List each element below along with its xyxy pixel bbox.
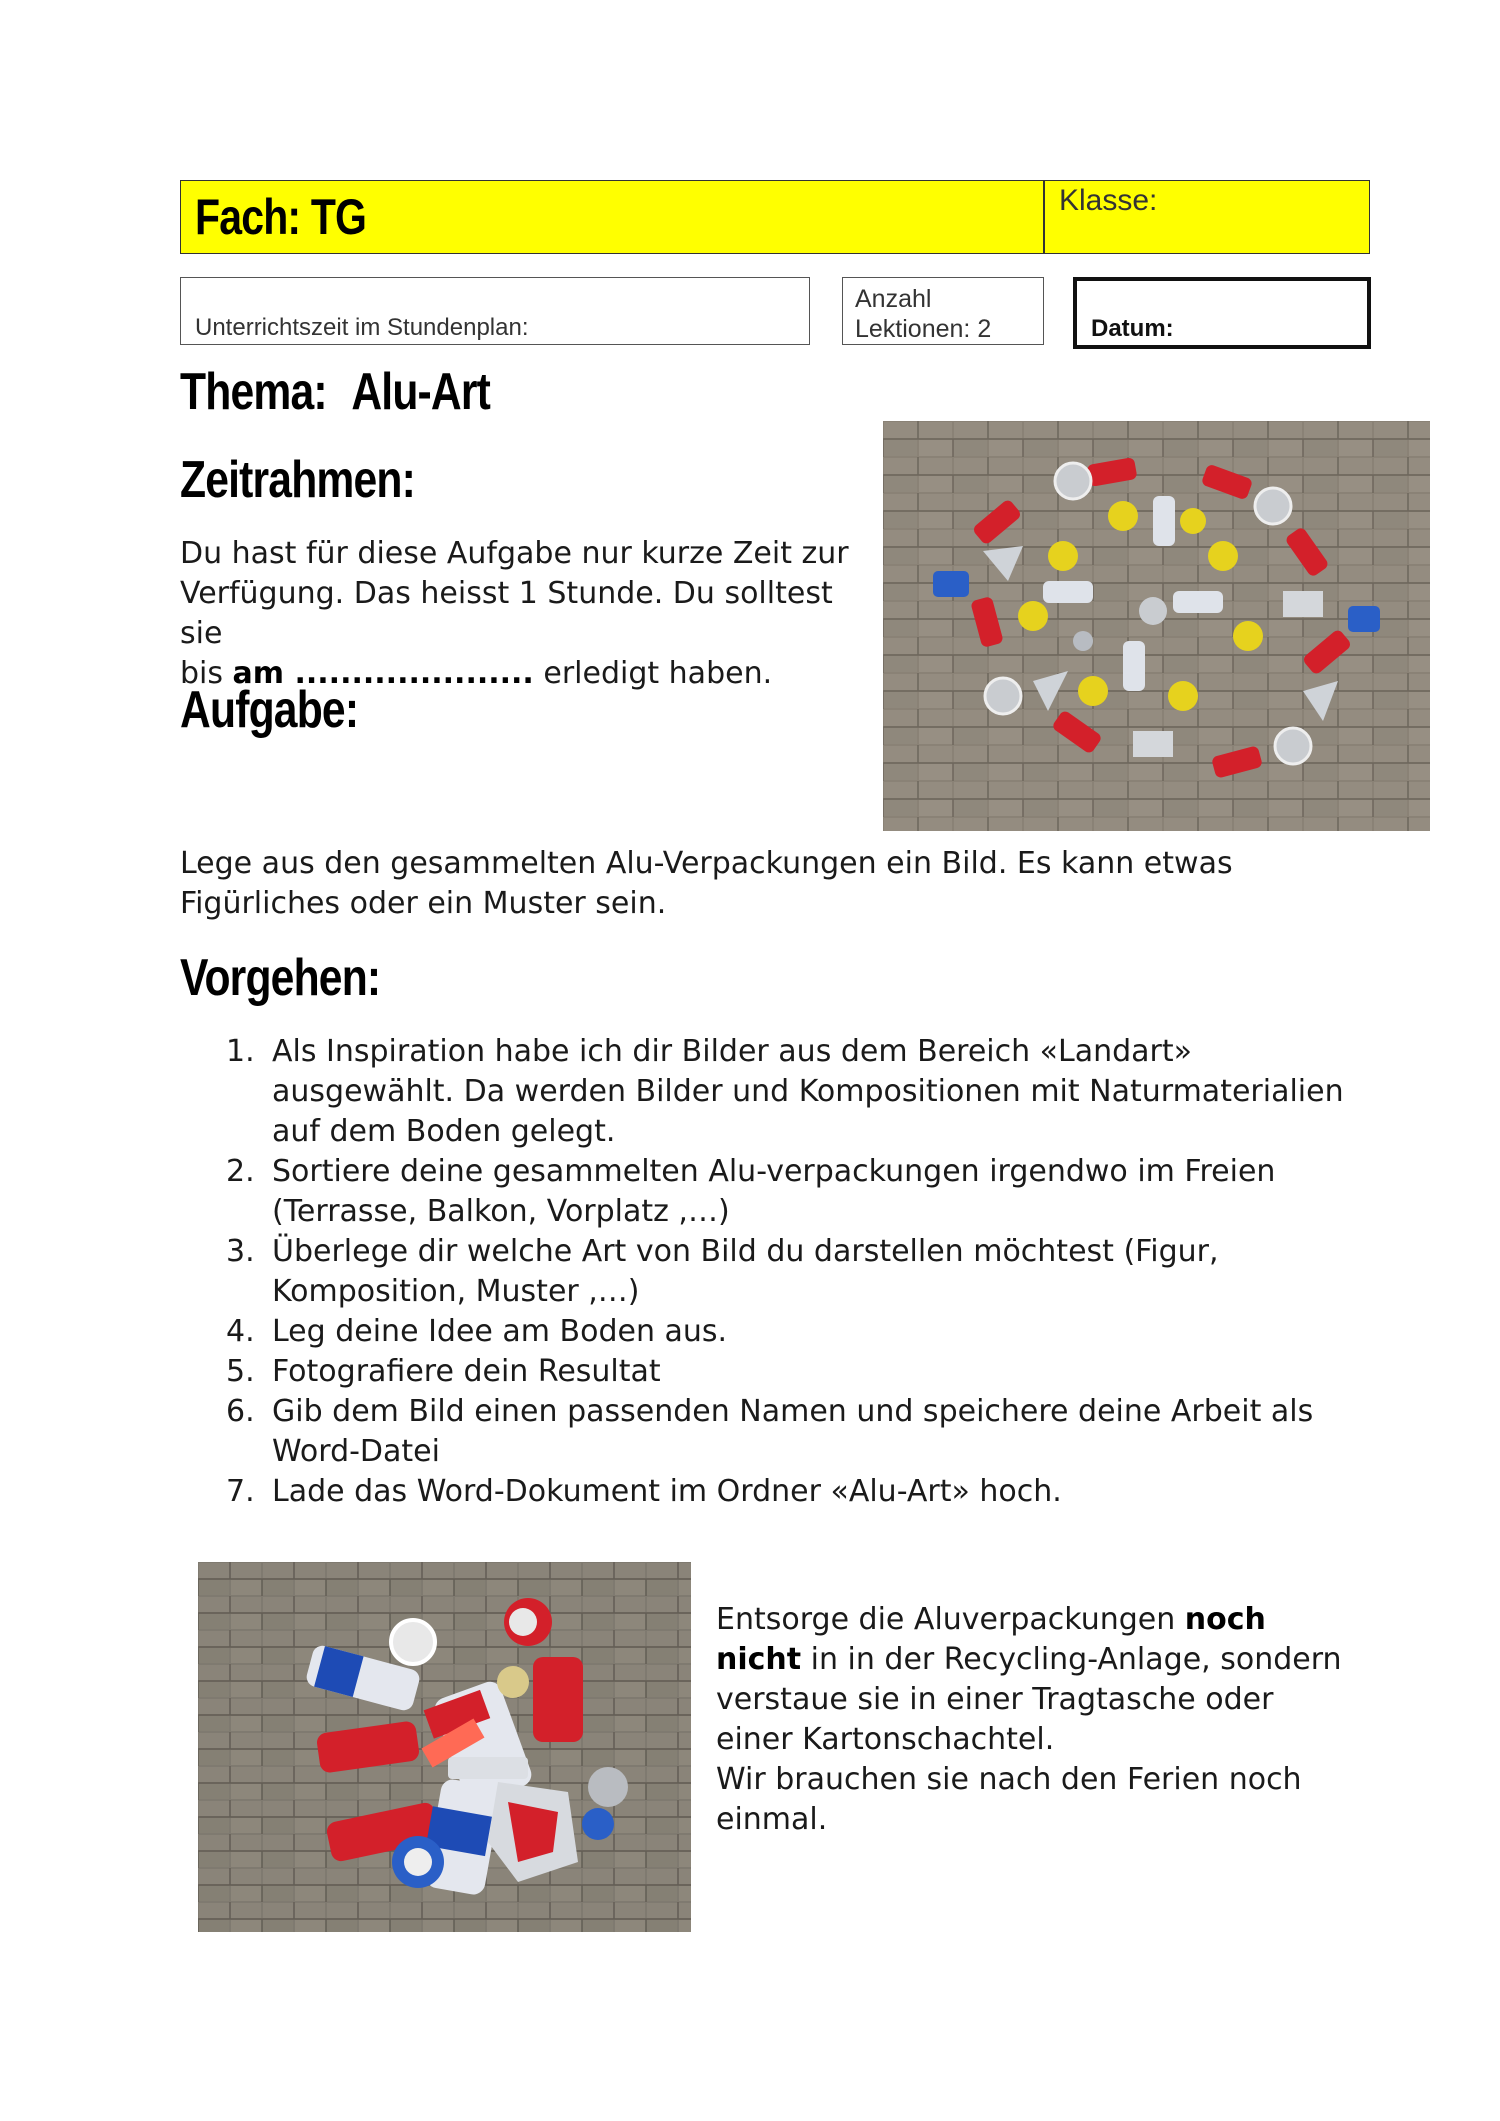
topic-value: Alu-Art — [351, 363, 491, 421]
procedure-step-number: 4. — [226, 1314, 255, 1349]
procedure-step-line: Word-Datei — [272, 1434, 440, 1469]
timeframe-text: Du hast für diese Aufgabe nur kurze Zeit zur Verfügung. Das heisst 1 Stunde. Du solltest sie bis am ..................... erledigt haben. — [180, 536, 849, 691]
procedure-step-number: 7. — [226, 1474, 255, 1509]
lesson-count-label: Anzahl Lektionen: 2 — [855, 285, 992, 343]
lesson-count-field — [842, 277, 1044, 345]
procedure-step — [180, 1472, 1380, 1512]
procedure-step-line: ausgewählt. Da werden Bilder und Kompositionen mit Naturmaterialien — [272, 1074, 1344, 1109]
alu-pile-photo — [198, 1562, 691, 1932]
procedure-step-line: auf dem Boden gelegt. — [272, 1114, 616, 1149]
alu-mandala-photo-svg — [883, 421, 1430, 831]
procedure-step-line: Fotografiere dein Resultat — [272, 1354, 661, 1389]
procedure-step — [180, 1032, 1380, 1152]
procedure-step-number: 5. — [226, 1354, 255, 1389]
procedure-step-number: 3. — [226, 1234, 255, 1269]
procedure-step-line: Komposition, Muster ,…) — [272, 1274, 640, 1309]
date-field — [1073, 277, 1371, 349]
date-label: Datum: — [1091, 315, 1174, 342]
alu-pile-photo-svg — [198, 1562, 691, 1932]
procedure-step — [180, 1152, 1380, 1232]
procedure-step — [180, 1352, 1380, 1392]
task-heading: Aufgabe: — [180, 681, 359, 739]
schedule-time-field — [180, 277, 810, 345]
procedure-step-line: Als Inspiration habe ich dir Bilder aus dem Bereich «Landart» — [272, 1034, 1193, 1069]
procedure-step-line: Überlege dir welche Art von Bild du darstellen möchtest (Figur, — [272, 1234, 1219, 1269]
procedure-step — [180, 1312, 1380, 1352]
procedure-step-number: 2. — [226, 1154, 255, 1189]
schedule-time-label: Unterrichtszeit im Stundenplan: — [195, 314, 529, 341]
task-text: Lege aus den gesammelten Alu-Verpackungen ein Bild. Es kann etwas Figürliches oder ein Muster sein. — [180, 846, 1233, 921]
procedure-step-line: Lade das Word-Dokument im Ordner «Alu-Art» hoch. — [272, 1474, 1062, 1509]
procedure-step-line: (Terrasse, Balkon, Vorplatz ,…) — [272, 1194, 730, 1229]
subject-title: Fach: TG — [195, 189, 367, 245]
header-divider — [1043, 181, 1045, 253]
timeframe-heading: Zeitrahmen: — [180, 451, 416, 509]
procedure-step-number: 1. — [226, 1034, 255, 1069]
procedure-list — [180, 1032, 1380, 1512]
procedure-step-line: Sortiere deine gesammelten Alu-verpackungen irgendwo im Freien — [272, 1154, 1276, 1189]
storage-note: Entsorge die Aluverpackungen noch nicht in in der Recycling-Anlage, sondern verstaue sie in einer Tragtasche oder einer Kartonschachtel. Wir brauchen sie nach den Ferien noch einmal. — [716, 1602, 1342, 1837]
topic-label: Thema: — [180, 363, 327, 421]
class-label: Klasse: — [1059, 184, 1158, 217]
procedure-step-line: Gib dem Bild einen passenden Namen und speichere deine Arbeit als — [272, 1394, 1314, 1429]
topic-heading — [180, 362, 490, 422]
subject-header-box — [180, 180, 1370, 254]
alu-mandala-photo — [883, 421, 1430, 831]
procedure-heading: Vorgehen: — [180, 949, 381, 1007]
procedure-step-number: 6. — [226, 1394, 255, 1429]
procedure-step — [180, 1232, 1380, 1312]
procedure-step — [180, 1392, 1380, 1472]
procedure-step-line: Leg deine Idee am Boden aus. — [272, 1314, 728, 1349]
